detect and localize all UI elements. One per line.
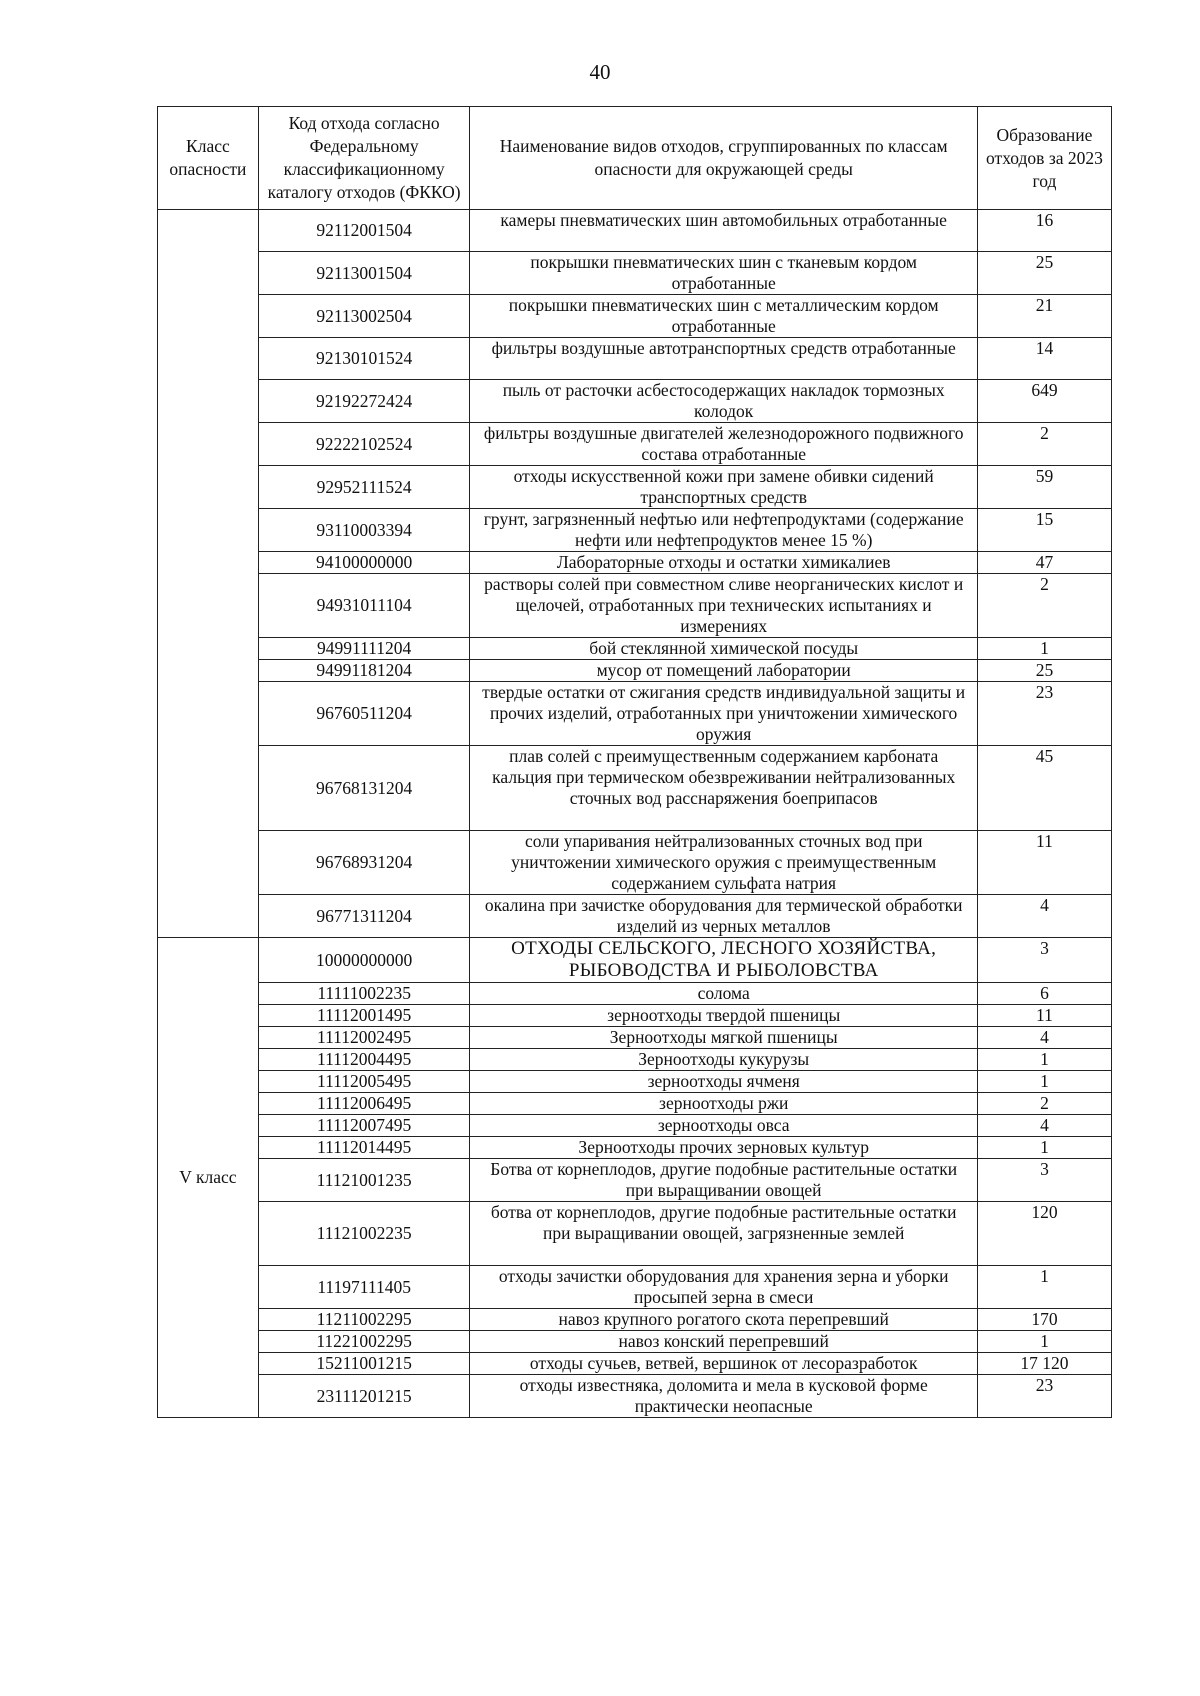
name-cell: твердые остатки от сжигания средств индивидуальной защиты и прочих изделий, отработанных при уничтожении химического оружия [470,682,977,746]
name-cell: зерноотходы твердой пшеницы [470,1005,977,1027]
name-cell: пыль от расточки асбестосодержащих накладок тормозных колодок [470,380,977,423]
class-cell [158,210,259,938]
table-row [158,552,1112,574]
qty-cell: 170 [977,1309,1111,1331]
qty-cell: 4 [977,1027,1111,1049]
code-cell: 11112007495 [258,1115,470,1137]
name-cell: Зерноотходы прочих зерновых культур [470,1137,977,1159]
table-row [158,1093,1112,1115]
code-cell: 92113002504 [258,295,470,338]
code-cell: 96768131204 [258,746,470,831]
name-cell: покрышки пневматических шин с металлическим кордом отработанные [470,295,977,338]
table-row [158,509,1112,552]
name-cell: Лабораторные отходы и остатки химикалиев [470,552,977,574]
code-cell: 93110003394 [258,509,470,552]
table-row [158,338,1112,380]
header-class: Класс опасности [158,107,259,210]
name-cell: зерноотходы овса [470,1115,977,1137]
code-cell: 92113001504 [258,252,470,295]
name-cell: мусор от помещений лаборатории [470,660,977,682]
qty-cell: 2 [977,574,1111,638]
code-cell: 92130101524 [258,338,470,380]
waste-table [157,106,1112,1418]
qty-cell: 120 [977,1202,1111,1266]
name-cell: зерноотходы ржи [470,1093,977,1115]
code-cell: 15211001215 [258,1353,470,1375]
code-cell: 11112002495 [258,1027,470,1049]
name-cell: Зерноотходы мягкой пшеницы [470,1027,977,1049]
qty-cell: 1 [977,1266,1111,1309]
qty-cell: 1 [977,1331,1111,1353]
table-row [158,1137,1112,1159]
code-cell: 10000000000 [258,938,470,983]
qty-cell: 23 [977,1375,1111,1418]
qty-cell: 23 [977,682,1111,746]
name-cell: соли упаривания нейтрализованных сточных вод при уничтожении химического оружия с преимущественным содержанием сульфата натрия [470,831,977,895]
qty-cell: 2 [977,1093,1111,1115]
qty-cell: 17 120 [977,1353,1111,1375]
code-cell: 11112004495 [258,1049,470,1071]
table-row [158,831,1112,895]
table-row [158,574,1112,638]
qty-cell: 15 [977,509,1111,552]
table-row [158,746,1112,831]
name-cell: фильтры воздушные автотранспортных средств отработанные [470,338,977,380]
header-qty: Образование отходов за 2023 год [977,107,1111,210]
code-cell: 94991111204 [258,638,470,660]
table-row [158,1309,1112,1331]
name-cell: покрышки пневматических шин с тканевым кордом отработанные [470,252,977,295]
name-cell: ОТХОДЫ СЕЛЬСКОГО, ЛЕСНОГО ХОЗЯЙСТВА, РЫБОВОДСТВА И РЫБОЛОВСТВА [470,938,977,983]
code-cell: 11121001235 [258,1159,470,1202]
table-row [158,252,1112,295]
code-cell: 94991181204 [258,660,470,682]
table-row [158,895,1112,938]
qty-cell: 11 [977,1005,1111,1027]
name-cell: плав солей с преимущественным содержанием карбоната кальция при термическом обезвреживании нейтрализованных сточных вод расснаряжения боеприпасов [470,746,977,831]
table-row [158,1049,1112,1071]
table-row [158,1027,1112,1049]
table-row [158,983,1112,1005]
class-cell: V класс [158,938,259,1418]
qty-cell: 649 [977,380,1111,423]
table-row [158,1115,1112,1137]
table-row [158,423,1112,466]
code-cell: 23111201215 [258,1375,470,1418]
table-row [158,1159,1112,1202]
qty-cell: 14 [977,338,1111,380]
code-cell: 11112014495 [258,1137,470,1159]
code-cell: 94100000000 [258,552,470,574]
table-row [158,638,1112,660]
qty-cell: 1 [977,1071,1111,1093]
name-cell: отходы сучьев, ветвей, вершинок от лесоразработок [470,1353,977,1375]
qty-cell: 45 [977,746,1111,831]
table-row [158,1266,1112,1309]
code-cell: 11121002235 [258,1202,470,1266]
name-cell: навоз крупного рогатого скота перепревший [470,1309,977,1331]
qty-cell: 4 [977,1115,1111,1137]
table-row [158,1353,1112,1375]
qty-cell: 1 [977,638,1111,660]
qty-cell: 25 [977,252,1111,295]
table-row [158,466,1112,509]
name-cell: растворы солей при совместном сливе неорганических кислот и щелочей, отработанных при технических испытаниях и измерениях [470,574,977,638]
code-cell: 11112006495 [258,1093,470,1115]
name-cell: фильтры воздушные двигателей железнодорожного подвижного состава отработанные [470,423,977,466]
code-cell: 92222102524 [258,423,470,466]
name-cell: камеры пневматических шин автомобильных отработанные [470,210,977,252]
code-cell: 11197111405 [258,1266,470,1309]
qty-cell: 16 [977,210,1111,252]
header-name: Наименование видов отходов, сгруппированных по классам опасности для окружающей среды [470,107,977,210]
name-cell: отходы зачистки оборудования для хранения зерна и уборки просыпей зерна в смеси [470,1266,977,1309]
code-cell: 92112001504 [258,210,470,252]
qty-cell: 3 [977,938,1111,983]
qty-cell: 1 [977,1049,1111,1071]
code-cell: 11111002235 [258,983,470,1005]
code-cell: 94931011104 [258,574,470,638]
qty-cell: 21 [977,295,1111,338]
table-row [158,1005,1112,1027]
table-row [158,938,1112,983]
header-code: Код отхода согласно Федеральному классификационному каталогу отходов (ФККО) [258,107,470,210]
table-row [158,1331,1112,1353]
qty-cell: 11 [977,831,1111,895]
page-number: 40 [589,60,611,84]
name-cell: грунт, загрязненный нефтью или нефтепродуктами (содержание нефти или нефтепродуктов менее 15 %) [470,509,977,552]
table-row [158,295,1112,338]
qty-cell: 25 [977,660,1111,682]
qty-cell: 59 [977,466,1111,509]
qty-cell: 47 [977,552,1111,574]
code-cell: 92952111524 [258,466,470,509]
name-cell: солома [470,983,977,1005]
table-row [158,660,1112,682]
code-cell: 11221002295 [258,1331,470,1353]
code-cell: 11211002295 [258,1309,470,1331]
qty-cell: 2 [977,423,1111,466]
table-row [158,210,1112,252]
qty-cell: 4 [977,895,1111,938]
qty-cell: 1 [977,1137,1111,1159]
name-cell: Ботва от корнеплодов, другие подобные растительные остатки при выращивании овощей [470,1159,977,1202]
name-cell: отходы искусственной кожи при замене обивки сидений транспортных средств [470,466,977,509]
code-cell: 11112001495 [258,1005,470,1027]
table-row [158,380,1112,423]
code-cell: 11112005495 [258,1071,470,1093]
table-body [158,210,1112,1418]
name-cell: зерноотходы ячменя [470,1071,977,1093]
name-cell: Зерноотходы кукурузы [470,1049,977,1071]
table-row [158,682,1112,746]
name-cell: навоз конский перепревший [470,1331,977,1353]
code-cell: 96771311204 [258,895,470,938]
qty-cell: 6 [977,983,1111,1005]
name-cell: ботва от корнеплодов, другие подобные растительные остатки при выращивании овощей, загрязненные землей [470,1202,977,1266]
table-row [158,1071,1112,1093]
qty-cell: 3 [977,1159,1111,1202]
table-row [158,1375,1112,1418]
name-cell: отходы известняка, доломита и мела в кусковой форме практически неопасные [470,1375,977,1418]
code-cell: 92192272424 [258,380,470,423]
table-row [158,1202,1112,1266]
name-cell: бой стеклянной химической посуды [470,638,977,660]
code-cell: 96760511204 [258,682,470,746]
code-cell: 96768931204 [258,831,470,895]
name-cell: окалина при зачистке оборудования для термической обработки изделий из черных металлов [470,895,977,938]
